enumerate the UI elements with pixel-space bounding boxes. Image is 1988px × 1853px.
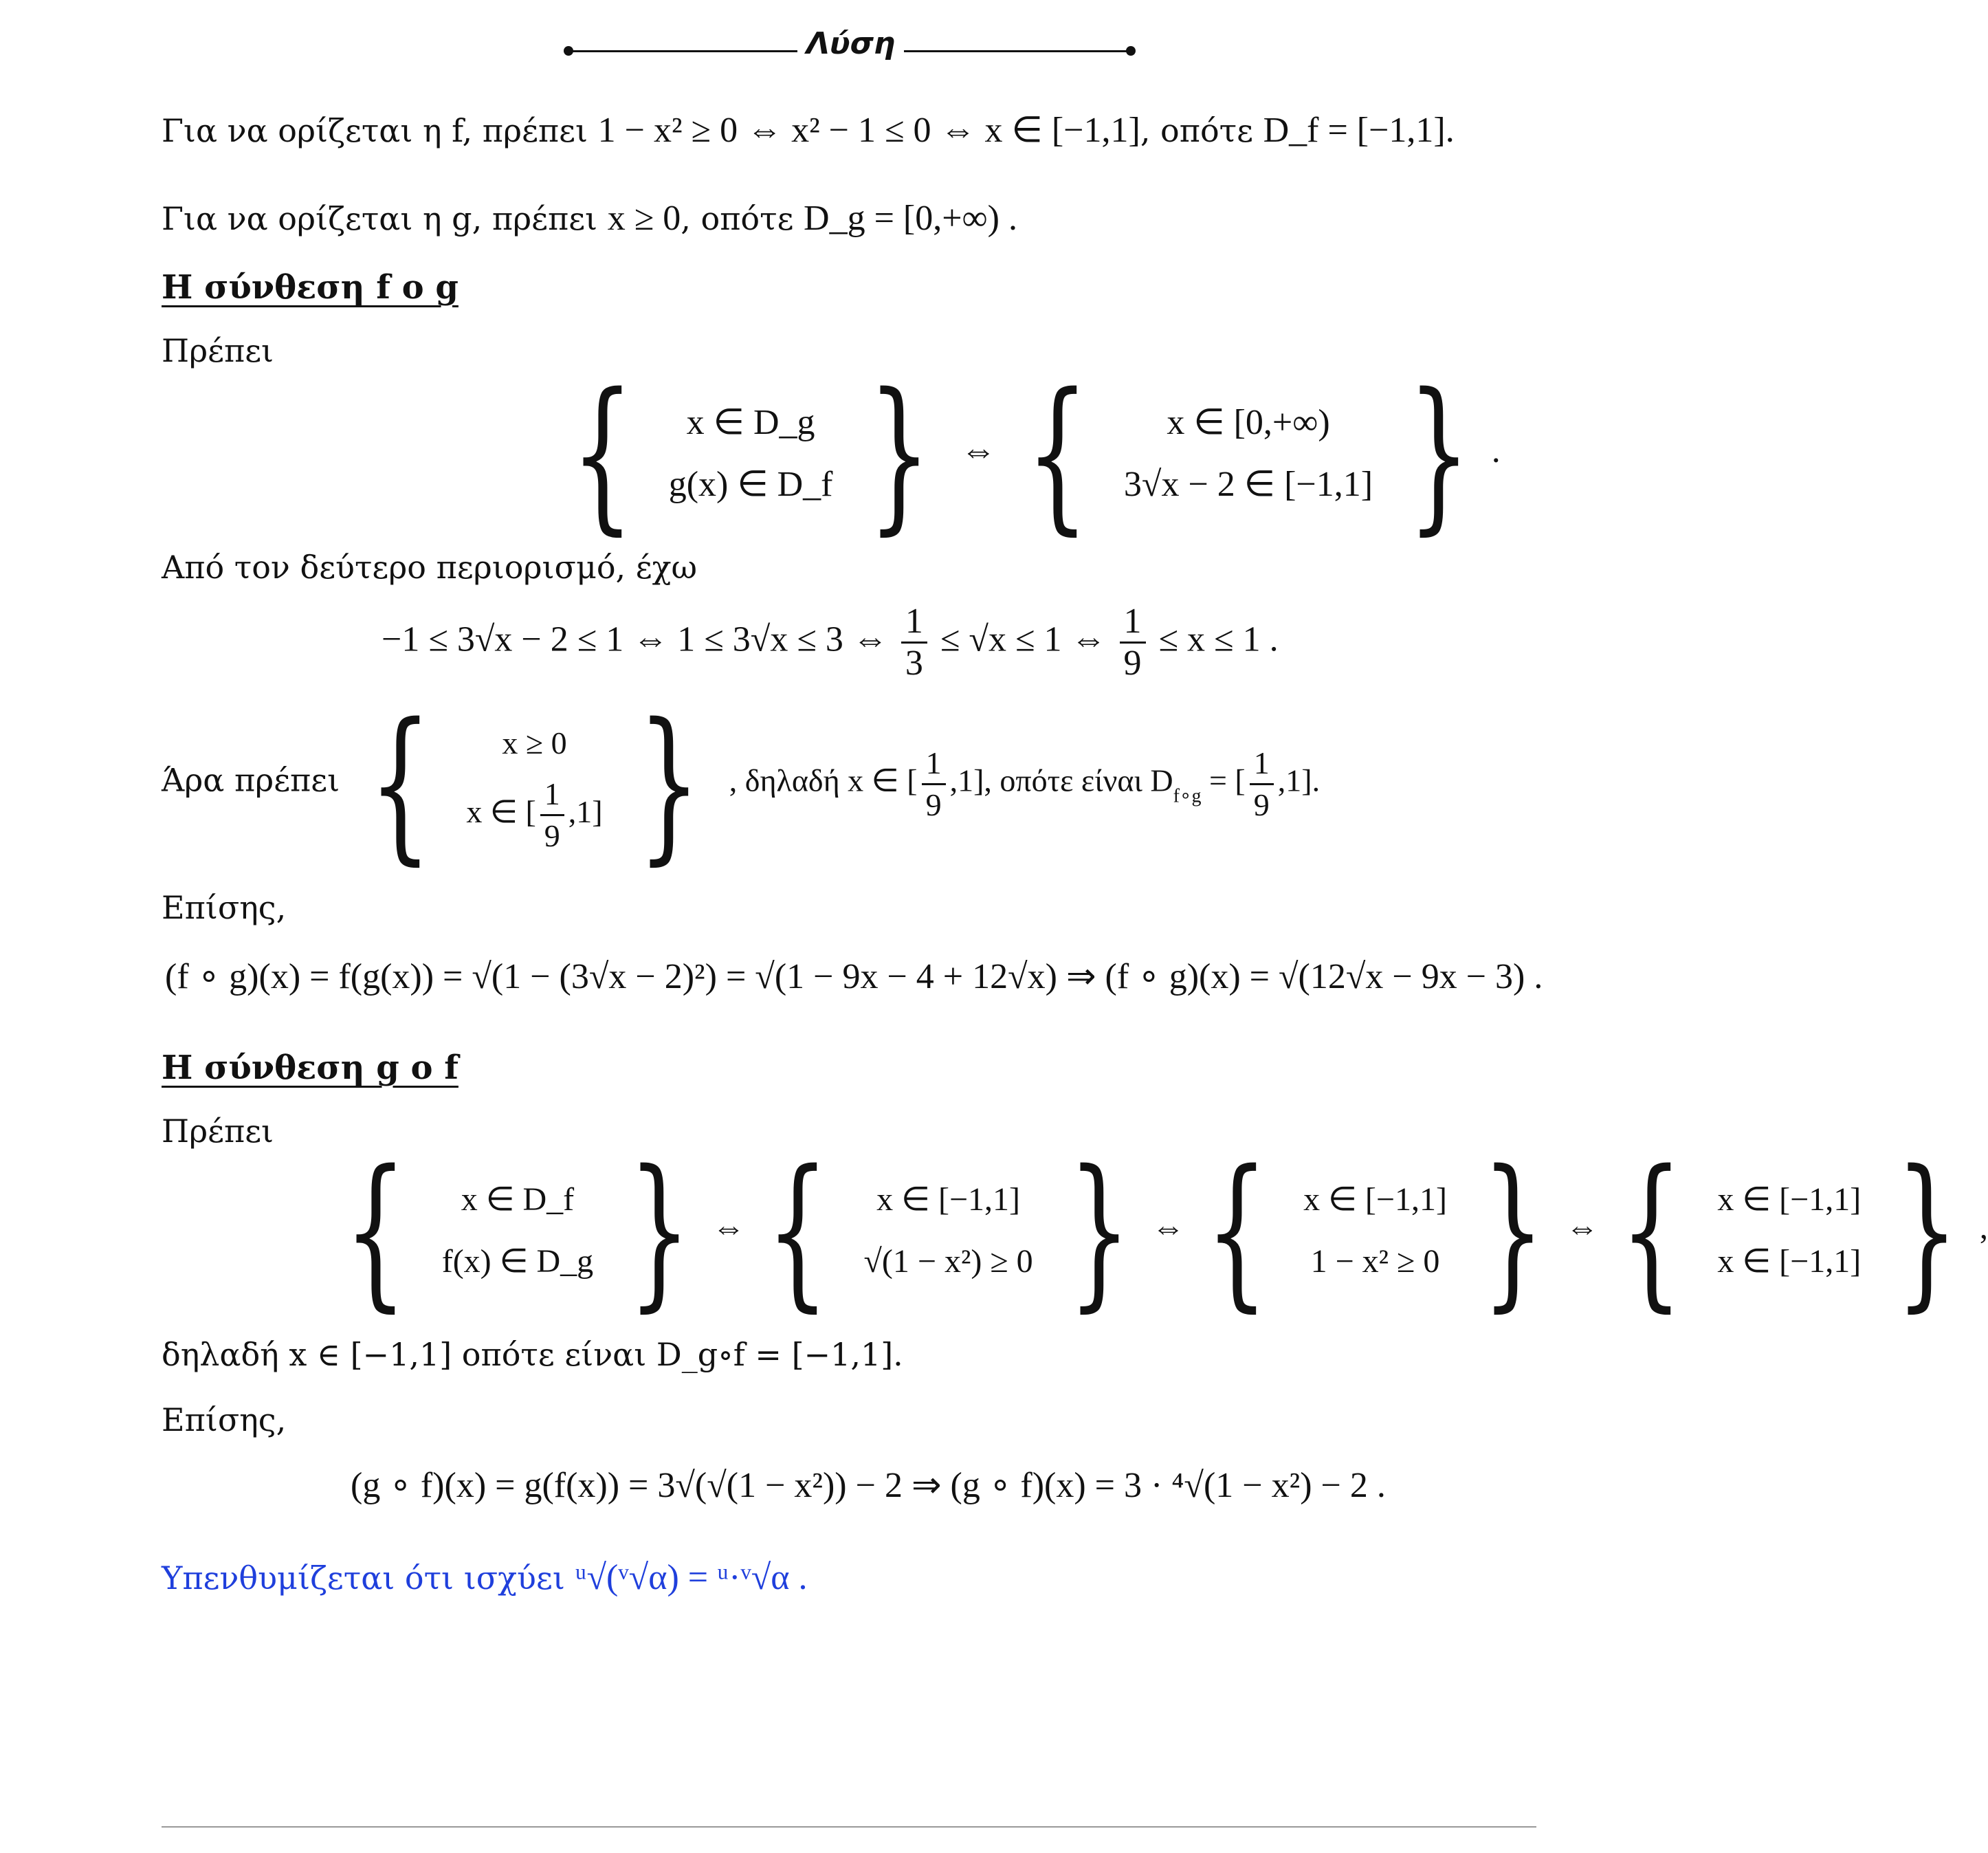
gof-brace-open-1: { — [344, 1134, 408, 1327]
fog-hence-text: Άρα πρέπει — [162, 761, 340, 799]
fog-hence-interval-3-tail: ,1 — [1277, 763, 1302, 798]
gof-s2-a: x ∈ [−1,1] — [876, 1181, 1021, 1218]
solution-heading — [564, 26, 1134, 74]
gof-iff-1: ⇔ — [711, 1209, 745, 1247]
heading-dot-right — [1126, 46, 1136, 56]
heading-title: Λύση — [806, 26, 896, 61]
fog-formula — [165, 956, 1543, 997]
fog-system-right — [1110, 392, 1387, 516]
reminder-formula: ᵘ√(ᵛ√α) = ᵘ·ᵛ√α . — [575, 1558, 808, 1597]
fog-hence-system: x ≥ 0 x ∈ [ $\frac{1}{9}$ ,1] — [452, 712, 616, 856]
gof-result: δηλαδή x ∈ [−1,1] οπότε είναι D_g∘f = [−1,1]. — [162, 1336, 903, 1373]
fog-hence-then: , οπότε είναι D — [984, 763, 1173, 798]
fog-hence-eq: = — [1208, 763, 1227, 798]
gof-comma: , — [1979, 1209, 1988, 1247]
fog-hence-frac-2-den: 9 — [925, 787, 942, 822]
fog-frac-ninth-num: 1 — [1120, 602, 1146, 644]
fog-hence-frac-2 — [922, 743, 946, 825]
gof-s4-b: x ∈ [−1,1] — [1717, 1243, 1862, 1280]
domain-g-then: , οπότε — [681, 200, 794, 237]
gof-brace-close-1: } — [628, 1134, 692, 1327]
section-gof-title: Η σύνθεση g o f — [162, 1049, 459, 1087]
section-fog-title: Η σύνθεση f o g — [162, 268, 459, 307]
fog-hence-sys-1: x ≥ 0 — [502, 725, 567, 760]
fog-hence-frac-1-den: 9 — [544, 818, 560, 853]
fog-chain-3: ≤ x ≤ 1 . — [1158, 620, 1279, 659]
fog-frac-ninth-den: 9 — [1123, 644, 1142, 683]
fog-formula-2: ⇒ (f ∘ g)(x) = √(12√x − 9x − 3) . — [1065, 957, 1543, 996]
gof-s3-a: x ∈ [−1,1] — [1303, 1181, 1447, 1218]
gof-s1-a: x ∈ D_f — [461, 1181, 575, 1218]
gof-also: Επίσης, — [162, 1401, 287, 1438]
gof-system-4 — [1703, 1169, 1875, 1293]
domain-f-math: 1 − x² ≥ 0 ⇔ x² − 1 ≤ 0 ⇔ x ∈ [−1,1] — [597, 111, 1140, 150]
fog-hence: Άρα πρέπει { x ≥ 0 x ∈ [ $\frac{1}{9}$ ,1]} , δηλαδή x ∈ [ $\frac{1}{9}$ ,1], οπότε είναι $D_{f\circ g}$ = [ $\frac{1}{9}$ ,1]. — [162, 688, 1321, 880]
fog-iff: ⇔ — [960, 430, 997, 470]
domain-g-text: Για να ορίζεται η g, πρέπει — [162, 200, 598, 237]
fog-hence-sub: f∘g — [1173, 785, 1202, 807]
fog-hence-brace-close: } — [637, 688, 700, 880]
fog-sys-right-2: 3√x − 2 ∈ [−1,1] — [1123, 465, 1373, 504]
gof-s2-b: √(1 − x²) ≥ 0 — [863, 1243, 1033, 1280]
gof-brace-open-4: { — [1620, 1134, 1683, 1327]
fog-hence-frac-2-num: 1 — [922, 743, 946, 785]
fog-brace-open-2: { — [1026, 358, 1090, 550]
fog-hence-interval-2-tail: ,1 — [949, 763, 974, 798]
fog-hence-frac-1-num: 1 — [540, 774, 564, 816]
fog-sys-left-1: x ∈ D_g — [686, 403, 815, 442]
fog-hence-frac-3-num: 1 — [1250, 743, 1274, 785]
fog-frac-third-num: 1 — [901, 602, 927, 644]
fog-second-constraint: Από τον δεύτερο περιορισμό, έχω — [162, 549, 697, 586]
gof-system-2 — [850, 1169, 1047, 1293]
reminder-line — [162, 1557, 808, 1599]
reminder-text: Υπενθυμίζεται ότι ισχύει — [162, 1559, 565, 1597]
domain-g-math: x ≥ 0 — [607, 199, 681, 238]
fog-frac-third — [901, 602, 927, 683]
fog-hence-brace-open: { — [368, 688, 432, 880]
footer-rule — [162, 1826, 1536, 1828]
fog-hence-mid: , δηλαδή x ∈ — [729, 763, 899, 798]
fog-brace-close-2: } — [1407, 358, 1471, 550]
fog-frac-third-den: 3 — [905, 644, 923, 683]
gof-brace-close-3: } — [1481, 1134, 1545, 1327]
fog-chain-2: ≤ √x ≤ 1 ⇔ — [940, 620, 1107, 659]
heading-rule-left — [571, 50, 797, 52]
fog-hence-frac-1 — [540, 774, 564, 856]
fog-formula-1: (f ∘ g)(x) = f(g(x)) = √(1 − (3√x − 2)²) = √(1 − 9x − 4 + 12√x) — [165, 957, 1057, 996]
gof-formula: (g ∘ f)(x) = g(f(x)) = 3√(√(1 − x²)) − 2 ⇒ (g ∘ f)(x) = 3 · ⁴√(1 − x²) − 2 . — [351, 1466, 1386, 1505]
gof-system-1 — [428, 1169, 607, 1293]
gof-brace-open-3: { — [1205, 1134, 1269, 1327]
gof-s3-b: 1 − x² ≥ 0 — [1310, 1243, 1440, 1280]
gof-s1-b: f(x) ∈ D_g — [441, 1243, 594, 1280]
fog-sys-left-2: g(x) ∈ D_f — [668, 465, 833, 504]
fog-also: Επίσης, — [162, 889, 287, 926]
gof-must: Πρέπει — [162, 1112, 274, 1150]
domain-f-result: D_f = [−1,1]. — [1263, 111, 1455, 150]
gof-brace-open-2: { — [766, 1134, 830, 1327]
fog-must: Πρέπει — [162, 332, 274, 369]
heading-rule-right — [904, 50, 1131, 52]
domain-g-line — [162, 198, 1017, 239]
fog-frac-ninth — [1120, 602, 1146, 683]
fog-brace-open-1: { — [571, 358, 634, 550]
fog-sys-right-1: x ∈ [0,+∞) — [1167, 403, 1330, 442]
gof-iff-2: ⇔ — [1151, 1209, 1185, 1247]
gof-brace-close-2: } — [1068, 1134, 1131, 1327]
domain-f-text: Για να ορίζεται η f, πρέπει — [162, 112, 588, 149]
fog-hence-interval-1-tail: ,1 — [568, 793, 593, 829]
fog-hence-sys-2-pre: x ∈ — [466, 793, 518, 829]
fog-hence-frac-3-den: 9 — [1253, 787, 1270, 822]
gof-system-3 — [1290, 1169, 1461, 1293]
fog-hence-frac-3 — [1250, 743, 1274, 825]
gof-iff-3: ⇔ — [1565, 1209, 1599, 1247]
gof-s4-a: x ∈ [−1,1] — [1717, 1181, 1862, 1218]
domain-g-result: D_g = [0,+∞) . — [804, 199, 1017, 238]
fog-system-left — [655, 392, 847, 516]
domain-f-line — [162, 110, 1455, 151]
fog-chain-1: −1 ≤ 3√x − 2 ≤ 1 ⇔ 1 ≤ 3√x ≤ 3 ⇔ — [382, 620, 888, 659]
fog-system — [550, 358, 1501, 550]
gof-brace-close-4: } — [1895, 1134, 1959, 1327]
fog-chain — [382, 602, 1279, 683]
domain-f-then: , οπότε — [1140, 112, 1253, 149]
fog-period: . — [1491, 430, 1501, 470]
fog-brace-close-1: } — [868, 358, 931, 550]
gof-system — [323, 1134, 1988, 1327]
